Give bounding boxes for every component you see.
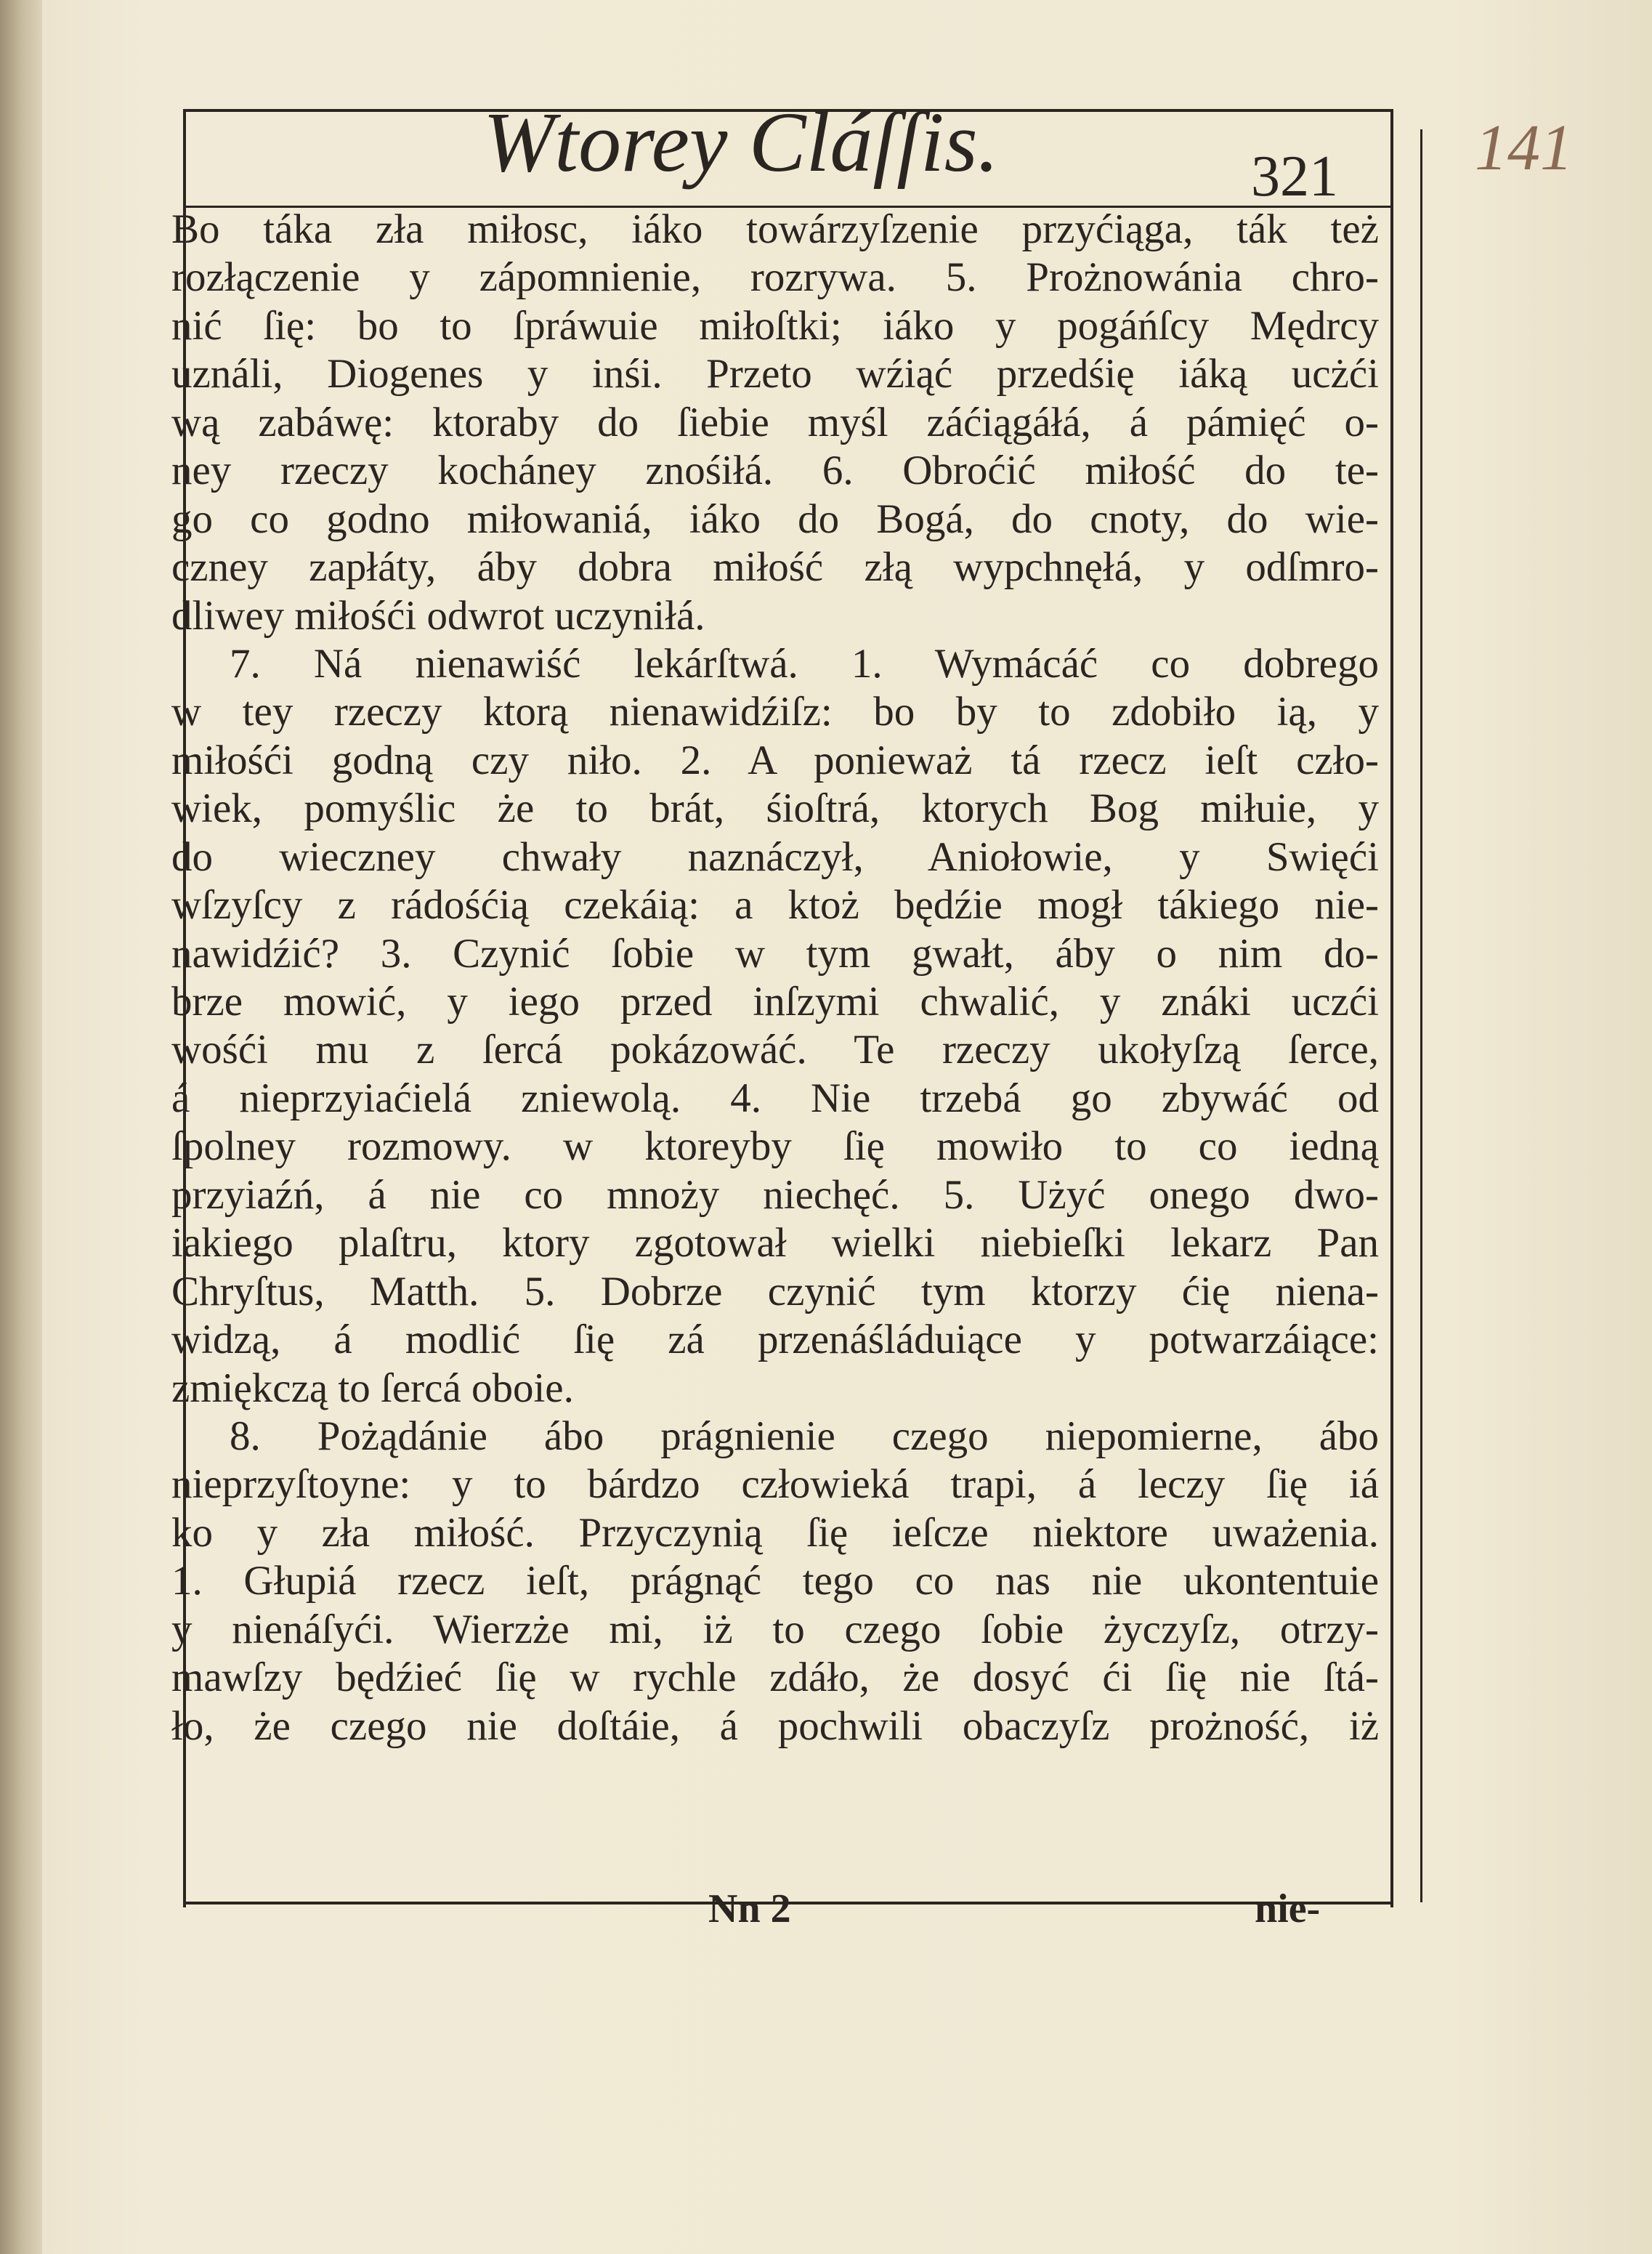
- signature-mark: Nn 2: [708, 1886, 791, 1931]
- text-line: nawidźić? 3. Czynić ſobie w tym gwałt, áby o nim do-: [171, 930, 1379, 977]
- text-line: rozłączenie y zápomnienie, rozrywa. 5. Prożnowánia chro-: [171, 254, 1379, 301]
- page-running-title: Wtorey Cláſſis.: [483, 94, 1000, 190]
- text-line: wſzyſcy z rádośćią czekáią: a ktoż będźie mogł tákiego nie-: [171, 882, 1379, 929]
- text-line: miłośći godną czy niło. 2. A ponieważ tá rzecz ieſt czło-: [171, 737, 1379, 783]
- text-line: go co godno miłowaniá, iáko do Bogá, do cnoty, do wie-: [171, 496, 1379, 542]
- text-line: do wieczney chwały naznáczył, Aniołowie, y Swięći: [171, 833, 1379, 880]
- text-line: Bo táka zła miłosc, iáko towárzyſzenie przyćiąga, ták też: [171, 206, 1379, 252]
- text-line: ney rzeczy kocháney znośiłá. 6. Obroćić miłość do te-: [171, 448, 1379, 494]
- text-line: wą zabáwę: ktoraby do ſiebie myśl záćiągáłá, á pámięć o-: [171, 399, 1379, 445]
- catchword: nie-: [1255, 1886, 1321, 1931]
- frame-right-rule: [1390, 109, 1393, 1907]
- text-line: Chryſtus, Matth. 5. Dobrze czynić tym ktorzy ćię niena-: [171, 1268, 1379, 1314]
- outer-right-rule: [1420, 129, 1422, 1902]
- paragraph-start-line: 8. Pożądánie ábo prágnienie czego niepomierne, ábo: [230, 1413, 1379, 1459]
- text-line: ſpolney rozmowy. w ktoreyby ſię mowiło to co iedną: [171, 1123, 1379, 1170]
- book-binding: [0, 0, 42, 2254]
- text-line: mawſzy będźieć ſię w rychle zdáło, że dosyć ći ſię nie ſtá-: [171, 1655, 1379, 1701]
- text-line: nieprzyſtoyne: y to bárdzo człowieká trapi, á leczy ſię iá: [171, 1461, 1379, 1508]
- text-line: 1. Głupiá rzecz ieſt, prágnąć tego co nas nie ukontentuie: [171, 1558, 1379, 1604]
- text-line: wośći mu z ſercá pokázowáć. Te rzeczy ukołyſzą ſerce,: [171, 1027, 1379, 1073]
- page-number: 321: [1251, 145, 1338, 209]
- body-text: [171, 206, 1379, 1750]
- text-line: ko y zła miłość. Przyczynią ſię ieſcze niektore uważenia.: [171, 1509, 1379, 1556]
- text-line: nić ſię: bo to ſpráwuie miłoſtki; iáko y pogáńſcy Mędrcy: [171, 302, 1379, 349]
- text-line: czney zapłáty, áby dobra miłość złą wypchnęłá, y odſmro-: [171, 544, 1379, 591]
- text-line: uználi, Diogenes y inśi. Przeto wźiąć przedśię iáką ucżći: [171, 351, 1379, 397]
- text-line: dliwey miłośći odwrot uczyniłá.: [171, 592, 705, 639]
- text-line: ło, że czego nie doſtáie, á pochwili obaczyſz prożność, iż: [171, 1702, 1379, 1749]
- paragraph-start-line: 7. Ná nienawiść lekárſtwá. 1. Wymácáć co dobrego: [230, 640, 1379, 687]
- text-line: w tey rzeczy ktorą nienawidźiſz: bo by to zdobiło ią, y: [171, 689, 1379, 735]
- text-line: iakiego plaſtru, ktory zgotował wielki niebieſki lekarz Pan: [171, 1220, 1379, 1267]
- text-line: brze mowić, y iego przed inſzymi chwalić, y znáki uczći: [171, 979, 1379, 1025]
- text-line: widzą, á modlić ſię zá przenáśláduiące y potwarzáiące:: [171, 1317, 1379, 1363]
- text-line: á nieprzyiaćielá zniewolą. 4. Nie trzebá go zbywáć od: [171, 1075, 1379, 1121]
- text-line: przyiaźń, á nie co mnoży niechęć. 5. Użyć onego dwo-: [171, 1171, 1379, 1218]
- text-line: wiek, pomyślic że to brát, śioſtrá, ktorych Bog miłuie, y: [171, 785, 1379, 832]
- text-line: zmiękczą to ſercá oboie.: [171, 1365, 574, 1411]
- handwritten-folio-note: 141: [1475, 112, 1573, 184]
- text-line: y nienáſyći. Wierzże mi, iż to czego ſobie życzyſz, otrzy-: [171, 1606, 1379, 1652]
